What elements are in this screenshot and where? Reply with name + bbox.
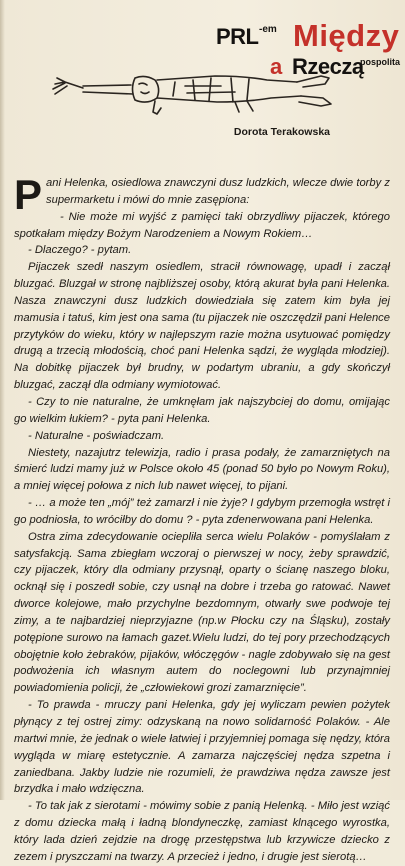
paragraph-text: ani Helenka, osiedlowa znawczyni dusz ludzkich, wlecze dwie torby z supermarketu i mówi do mnie zasępiona: (46, 177, 390, 206)
article-paragraph: - Nie może mi wyjść z pamięci taki obrzydliwy pijaczek, którego spotkałam między Bożym Narodzeniem a Nowym Rokiem… (14, 210, 390, 240)
author-byline: Dorota Terakowska (233, 126, 330, 138)
title-prl: PRL (216, 24, 259, 49)
article-paragraph: - To tak jak z sierotami - mówimy sobie z panią Helenką. - Miło jest wziąć z domu dziecka małą i ładną blondyneczkę, zamiast klnącego wyrostka, który lada dzień zejdzie na drogę przestępstwa lub krzywicze dziecko z zezem i pryszczami na twarzy. A przecież i jedno, i drugie jest sierotą… (14, 800, 390, 863)
article-body (14, 171, 390, 866)
fallen-man-drawing-icon (35, 68, 335, 118)
article-paragraph (14, 171, 390, 218)
column-header (0, 0, 405, 165)
column-title-line-1 (216, 18, 400, 54)
article-paragraph: Ostra zima zdecydowanie ociepliła serca wielu Polaków - pomyślałam z satysfakcją. Sama zbiegłam wczoraj o pierwszej w nocy, żeby sprawdzić, czy pijaczek, który dla odmiany przysnął, oparty o ścianę naszego bloku, ocknął się i poszedł sobie, czy usnął na dobre i trzeba go ratować. Nawet dworce kolejowe, mało przychylne bezdomnym, otwarły swe podwoje tej zimy, a te najbardziej nieprzyjazne (np.w Płocku czy na Śląsku), zostały potępione surowo na łamach gazet.Wielu ludzi, do tej pory przechodzących obojętnie koło żebraków, pijaków, włóczęgów - nagle zdobywało się na gest podwożenia ich własnym autem do noclegowni lub przynajmniej powiadomienia policji, że „człowiekowi grozi zamarznięcie”. (14, 530, 390, 695)
title-prl-suffix: -em (259, 24, 277, 35)
title-pospolita: pospolita (360, 57, 400, 67)
article-paragraph: - Dlaczego? - pytam. (28, 244, 132, 257)
article-paragraph: - Naturalne - poświadczam. (28, 429, 165, 442)
title-a: a (270, 54, 283, 79)
drop-cap: P (14, 171, 43, 218)
article-paragraph: Niestety, nazajutrz telewizja, radio i prasa podały, że zamarzniętych na śmierć ludzi mamy już w Polsce około 45 (ponad 50 było po Nowym Roku), a mniej więcej połowa z nich lub nawet więcej, to pijani. (14, 446, 390, 493)
article-paragraph: - Czy to nie naturalne, że umknęłam jak najszybciej do domu, omijając go wielkim łukiem? - pyta pani Helenka. (14, 395, 390, 425)
article-paragraph: - … a może ten „mój” też zamarzł i nie żyje? I gdybym przemogła wstręt i go podniosła, to wróciłby do domu ? - pyta zdenerwowana pani Helenka. (14, 497, 390, 526)
article-paragraph: - To prawda - mruczy pani Helenka, gdy jej wyliczam pewien pożytek płynący z tej ostrej zimy: odzyskaną na nowo solidarność Polaków. - Ale martwi mnie, że jednak o wiele łatwiej i przyjemniej pomaga się nędzy, która wygląda w miarę estetycznie. A zamarza najczęściej nędza szpetna i zaniedbana. Jakby ludzie nie rozumieli, że prawdziwa nędza zawsze jest brzydka i mało wdzięczna. (14, 699, 390, 796)
title-rzecza: Rzeczą (292, 54, 364, 79)
article-paragraph: Pijaczek szedł naszym osiedlem, stracił równowagę, upadł i zaczął bluzgać. Bluzgał w stronę najbliższej osoby, którą akurat była pani Helenka. Nasza znawczyni dusz ludzkich dowiedziała się zatem kim była jej mamusia i tatuś, kim jest ona sama (tu pijaczek nie oszczędził pani Helence przytyków do wieku, który w najlepszym razie można usytuować pomiędzy drugą a trzecią młodością, choć pani Helenka sądzi, że wygląda młodziej). Na dobitkę pijaczek był brudny, w podartym ubraniu, a gdy skończył bluzgać, zaczął dla odmiany wymiotować. (14, 261, 390, 392)
title-miedzy: Między (293, 18, 400, 53)
